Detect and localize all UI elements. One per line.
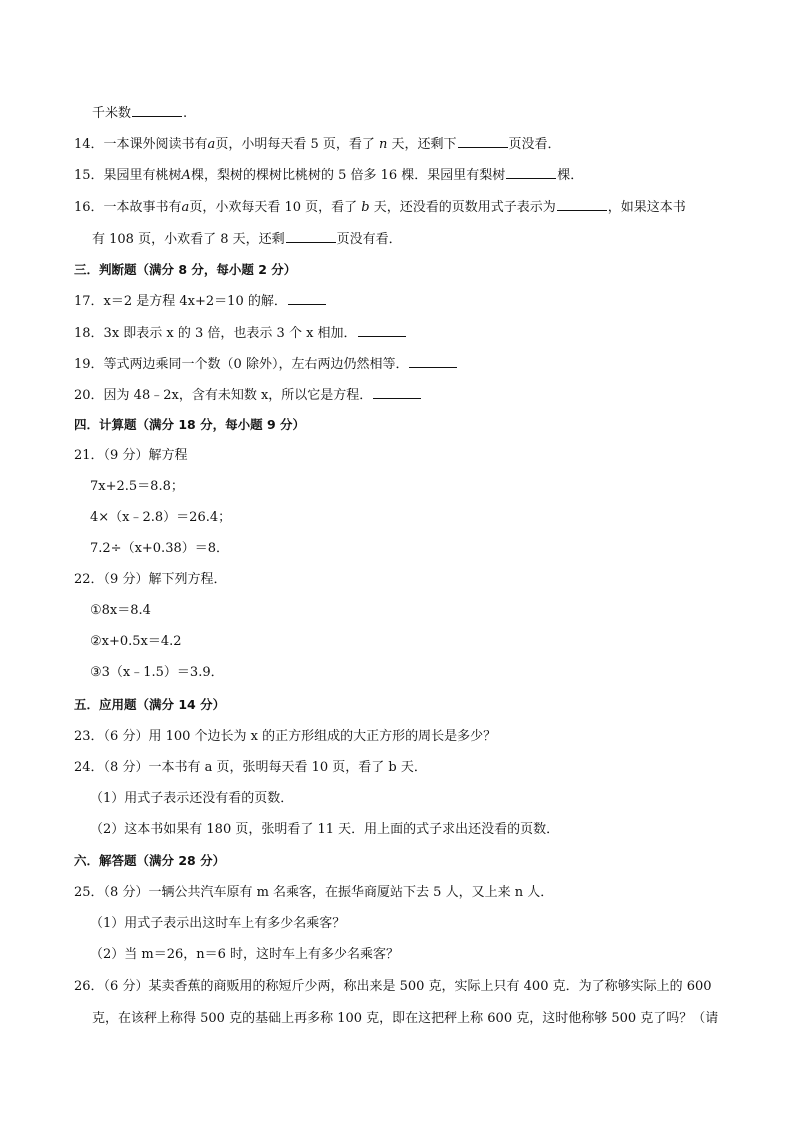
section-4-heading: 四．计算题（满分 18 分，每小题 9 分）: [74, 417, 306, 432]
text: 页没看．: [508, 137, 561, 152]
equation-22-3: ③3（x﹣1.5）＝3.9．: [90, 665, 224, 680]
question-17: [74, 292, 327, 310]
text: 天，还剩下: [391, 137, 457, 152]
equation-21-1: 7x+2.5＝8.8；: [90, 479, 184, 494]
answer-blank[interactable]: [409, 355, 457, 368]
section-6-heading: 六．解答题（满分 28 分）: [74, 853, 226, 868]
answer-blank[interactable]: [373, 386, 421, 399]
text: 15．果园里有桃树: [74, 168, 182, 183]
question-15: [74, 166, 583, 184]
question-23: 23．（6 分）用 100 个边长为 x 的正方形组成的大正方形的周长是多少？: [74, 729, 497, 744]
question-24-part-2: （2）这本书如果有 180 页，张明看了 11 天．用上面的式子求出还没看的页数．: [90, 822, 560, 837]
variable: a: [181, 200, 190, 215]
question-26-cont: 克，在该秤上称得 500 克的基础上再多称 100 克，即在这把秤上称 600 克，这时他称够 500 克了吗？（请: [92, 1011, 719, 1026]
text: 17．x＝2 是方程 4x+2＝10 的解．: [74, 294, 287, 309]
text: 有 108 页，小欢看了 8 天，还剩: [92, 232, 285, 247]
equation-22-1: ①8x＝8.4: [90, 603, 151, 618]
answer-blank[interactable]: [506, 166, 556, 179]
variable: A: [181, 168, 191, 183]
question-24-part-1: （1）用式子表示还没有看的页数．: [90, 791, 294, 806]
answer-blank[interactable]: [557, 198, 607, 211]
variable: b: [361, 200, 370, 215]
text: ，如果这本书: [607, 200, 686, 215]
text: 16．一本故事书有: [74, 200, 182, 215]
question-25-part-1: （1）用式子表示出这时车上有多少名乘客？: [90, 916, 346, 931]
question-26: 26．（6 分）某卖香蕉的商贩用的称短斤少两，称出来是 500 克，实际上只有 400 克．为了称够实际上的 600: [74, 979, 712, 994]
variable: n: [379, 137, 388, 152]
question-21: 21．（9 分）解方程: [74, 448, 188, 463]
variable: a: [207, 137, 216, 152]
equation-21-3: 7.2÷（x+0.38）＝8．: [90, 541, 230, 556]
text: 页，小明每天看 5 页，看了: [215, 137, 375, 152]
text: 页没有看．: [336, 232, 402, 247]
question-25-part-2: （2）当 m＝26，n＝6 时，这时车上有多少名乘客？: [90, 947, 400, 962]
question-19: [74, 355, 458, 373]
question-16-cont: [92, 230, 402, 248]
text: 18．3x 即表示 x 的 3 倍，也表示 3 个 x 相加．: [74, 326, 357, 341]
text: 14．一本课外阅读书有: [74, 137, 208, 152]
answer-blank[interactable]: [286, 230, 336, 243]
question-16: [74, 198, 686, 216]
question-25: 25．（8 分）一辆公共汽车原有 m 名乘客，在振华商厦站下去 5 人，又上来 n 人．: [74, 885, 554, 900]
equation-21-2: 4×（x﹣2.8）＝26.4；: [90, 510, 232, 525]
text: 棵，梨树的棵树比桃树的 5 倍多 16 棵．果园里有梨树: [190, 168, 506, 183]
question-14: [74, 135, 561, 153]
section-3-heading: 三．判断题（满分 8 分，每小题 2 分）: [74, 262, 297, 277]
question-22: 22．（9 分）解下列方程．: [74, 572, 227, 587]
answer-blank[interactable]: [458, 135, 508, 148]
section-5-heading: 五．应用题（满分 14 分）: [74, 697, 226, 712]
answer-blank[interactable]: [288, 292, 326, 305]
question-18: [74, 324, 407, 342]
question-24: 24．（8 分）一本书有 a 页，张明每天看 10 页，看了 b 天．: [74, 760, 427, 775]
text: 天，还没看的页数用式子表示为: [373, 200, 556, 215]
text: 页，小欢每天看 10 页，看了: [189, 200, 358, 215]
equation-22-2: ②x+0.5x＝4.2: [90, 634, 182, 649]
question-20: [74, 386, 422, 404]
text: 20．因为 48﹣2x，含有未知数 x，所以它是方程．: [74, 388, 373, 403]
text: 19．等式两边乘同一个数（0 除外），左右两边仍然相等．: [74, 357, 409, 372]
text: 千米数: [92, 106, 132, 121]
text: .: [183, 106, 188, 121]
text: 棵．: [557, 168, 584, 183]
line-km: [92, 104, 187, 122]
answer-blank[interactable]: [358, 324, 406, 337]
answer-blank[interactable]: [132, 104, 182, 117]
